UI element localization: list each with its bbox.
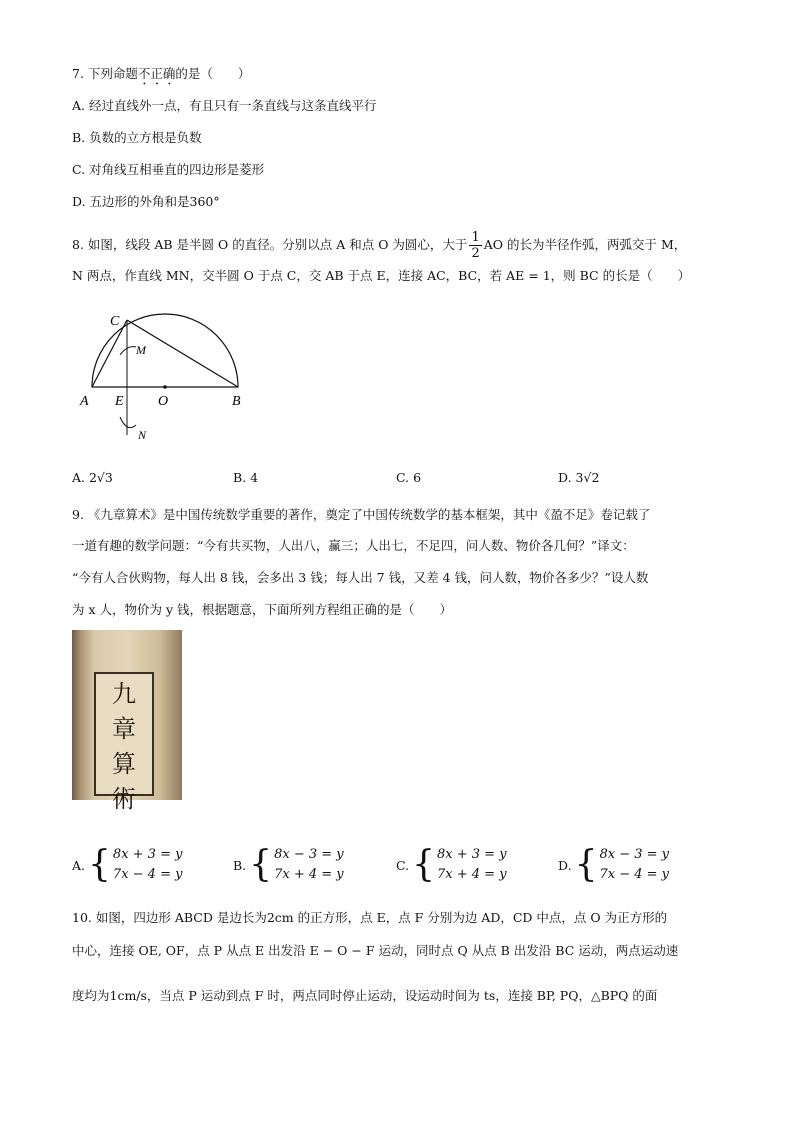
q8-line-1 — [72, 229, 686, 261]
q7-stem-emphasis: 不正确 — [137, 66, 176, 81]
equation-2: 7x − 4 = y — [112, 867, 183, 882]
q8-line1-pre: 8. 如图，线段 AB 是半圆 O 的直径。分别以点 A 和点 O 为圆心，大于 — [72, 237, 468, 252]
equation-1: 8x − 3 = y — [599, 847, 670, 862]
frac-denominator: 2 — [471, 246, 480, 261]
q9-option-a — [72, 845, 182, 885]
brace: { — [412, 844, 435, 885]
q8-option-b: B. 4 — [233, 470, 259, 485]
brace: { — [249, 844, 273, 885]
q7-option-c: C. 对角线互相垂直的四边形是菱形 — [72, 162, 265, 177]
equation-1: 8x + 3 = y — [437, 847, 507, 862]
book-char: 九 — [112, 680, 136, 708]
equation-2: 7x − 4 = y — [599, 867, 670, 882]
option-label: B. — [233, 857, 247, 873]
q7-option-a: A. 经过直线外一点，有且只有一条直线与这条直线平行 — [72, 98, 377, 113]
q7-option-d: D. 五边形的外角和是360° — [72, 194, 220, 209]
semicircle-figure — [72, 305, 272, 445]
option-label: A. — [72, 857, 86, 873]
q9-line-2: 一道有趣的数学问题：“今有共买物，人出八，赢三；人出七，不足四，问人数、物价各几何？”译文： — [72, 538, 635, 553]
equation-2: 7x + 4 = y — [437, 867, 507, 882]
q9-line-1: 9. 《九章算术》是中国传统数学重要的著作，奠定了中国传统数学的基本框架，其中《盈不足》卷记载了 — [72, 507, 651, 522]
book-char: 算 — [112, 750, 136, 778]
q8-option-d: D. 3√2 — [558, 470, 600, 485]
q7-option-b: B. 负数的立方根是负数 — [72, 130, 202, 145]
center-o — [163, 385, 167, 389]
label-c: C — [110, 314, 120, 329]
frac-numerator: 1 — [471, 230, 480, 245]
label-e: E — [115, 394, 124, 409]
q9-line-4: 为 x 人，物价为 y 钱，根据题意，下面所列方程组正确的是（ ） — [72, 602, 453, 617]
q9-option-d — [558, 845, 669, 885]
book-char: 章 — [112, 715, 136, 743]
arc-m — [120, 347, 136, 355]
label-m: M — [136, 343, 146, 357]
q8-line-2: N 两点，作直线 MN，交半圆 O 于点 C，交 AB 于点 E，连接 AC，BC，若 AE = 1，则 BC 的长是（ ） — [72, 268, 691, 283]
q8-line1-post: AO 的长为半径作弧，两弧交于 M， — [483, 237, 687, 252]
book-title-label — [94, 672, 154, 813]
q10-line-2: 中心，连接 OE, OF，点 P 从点 E 出发沿 E − O − F 运动，同时点 Q 从点 B 出发沿 BC 运动，两点运动速 — [72, 943, 679, 958]
q7-stem-post: 的是（ ） — [175, 66, 251, 81]
arc-n — [120, 417, 136, 428]
brace: { — [574, 844, 598, 885]
equation-1: 8x + 3 = y — [112, 847, 183, 862]
q7-stem — [72, 66, 250, 88]
equation-1: 8x − 3 = y — [274, 847, 344, 862]
label-a: A — [80, 394, 89, 409]
q9-line-3: “今有人合伙购物，每人出 8 钱，会多出 3 钱；每人出 7 钱，又差 4 钱，问人数，物价各多少？”设人数 — [72, 570, 649, 585]
fraction-half — [469, 230, 481, 261]
q9-option-c — [396, 845, 507, 885]
q9-option-b — [233, 845, 344, 885]
label-n: N — [138, 428, 147, 442]
label-b: B — [232, 394, 241, 409]
q7-stem-pre: 7. 下列命题 — [72, 66, 138, 81]
book-cover-image — [72, 630, 182, 813]
q10-line-1: 10. 如图，四边形 ABCD 是边长为2cm 的正方形，点 E，点 F 分别为边 AD，CD 中点，点 O 为正方形的 — [72, 910, 668, 925]
option-label: C. — [396, 857, 410, 873]
label-o: O — [158, 394, 169, 409]
q8-option-a: A. 2√3 — [72, 470, 113, 485]
option-label: D. — [558, 857, 572, 873]
q8-option-c: C. 6 — [396, 470, 422, 485]
q10-line-3: 度均为1cm/s，当点 P 运动到点 F 时，两点同时停止运动，设运动时间为 ts，连接 BP, PQ，△BPQ 的面 — [72, 988, 658, 1003]
book-char: 術 — [112, 785, 136, 813]
brace: { — [88, 844, 111, 885]
equation-2: 7x + 4 = y — [274, 867, 344, 882]
